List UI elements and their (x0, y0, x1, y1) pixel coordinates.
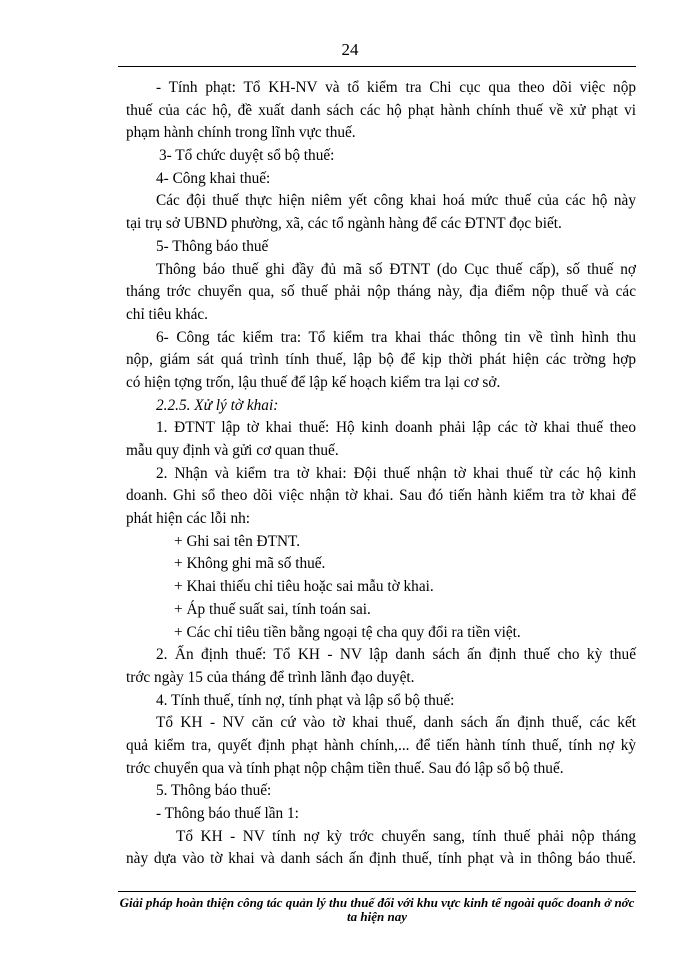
list-item: + Ghi sai tên ĐTNT. (174, 532, 301, 550)
subsection-heading: 2.2.5. Xử lý tờ khai: (156, 396, 279, 414)
paragraph-line: phạm hành chính trong lĩnh vực thuế. (126, 124, 356, 142)
paragraph-line: Tổ KH - NV tính nợ kỳ trớc chuyển sang, tính thuế phải nộp tháng (176, 827, 636, 845)
paragraph-line: thuế của các hộ, đề xuất danh sách các hộ phạt hành chính thuế về xử phạt vi (126, 101, 636, 119)
paragraph-line: nộp, giám sát quá trình tính thuế, lập bộ để kịp thời phát hiện các trờng hợp (126, 351, 636, 369)
footer-rule (118, 891, 636, 892)
page-number: 24 (341, 40, 359, 59)
section-heading: 5- Thông báo thuế (156, 237, 269, 255)
paragraph-line: doanh. Ghi sổ theo dõi việc nhận tờ khai. Sau đó tiến hành kiểm tra tờ khai để (126, 487, 636, 505)
paragraph-line: - Tính phạt: Tổ KH-NV và tổ kiểm tra Chi cục qua theo dõi việc nộp (156, 79, 636, 96)
header-rule (118, 66, 636, 67)
section-heading: 3- Tổ chức duyệt sổ bộ thuế: (159, 147, 335, 165)
paragraph-line: tháng trớc chuyển qua, số thuế phải nộp tháng này, địa điểm nộp thuế và các (126, 283, 636, 301)
list-item: + Các chỉ tiêu tiền bằng ngoại tệ cha quy đổi ra tiền việt. (174, 623, 521, 641)
paragraph-line: này dựa vào tờ khai và danh sách ấn định thuế, tính phạt và in thông báo thuế. (126, 850, 636, 868)
section-heading: 4. Tính thuế, tính nợ, tính phạt và lập sổ bộ thuế: (156, 691, 455, 709)
paragraph-line: tại trụ sở UBND phường, xã, các tổ ngành hàng để các ĐTNT đọc biết. (126, 215, 562, 233)
footer-text: Giải pháp hoàn thiện công tác quản lý thu thuế đối với khu vực kinh tế ngoài quốc doanh ở nớc ta hiện nay (119, 896, 635, 924)
list-item: + Áp thuế suất sai, tính toán sai. (174, 600, 371, 618)
paragraph-line: phát hiện các lỗi nh: (126, 510, 251, 528)
paragraph-line: 2. Nhận và kiểm tra tờ khai: Đội thuế nhận tờ khai thuế từ các hộ kinh (156, 464, 636, 482)
section-heading: 5. Thông báo thuế: (156, 782, 272, 800)
paragraph-line: Thông báo thuế ghi đầy đủ mã số ĐTNT (do Cục thuế cấp), số thuế nợ (156, 260, 636, 278)
paragraph-line: - Thông báo thuế lần 1: (156, 805, 299, 822)
paragraph-line: 2. Ấn định thuế: Tổ KH - NV lập danh sách ấn định thuế cho kỳ thuế (156, 646, 636, 664)
paragraph-line: 6- Công tác kiểm tra: Tổ kiểm tra khai thác thông tin về tình hình thu (156, 328, 636, 346)
paragraph-line: quả kiểm tra, quyết định phạt hành chính,... để tiến hành tính thuế, tính nợ kỳ (126, 736, 636, 754)
section-heading: 4- Công khai thuế: (156, 169, 271, 187)
body-text (126, 77, 636, 871)
paragraph-line: Tổ KH - NV căn cứ vào tờ khai thuế, danh sách ấn định thuế, các kết (156, 714, 636, 732)
list-item: + Không ghi mã số thuế. (174, 555, 326, 573)
paragraph-line: có hiện tợng trốn, lậu thuế để lập kế hoạch kiểm tra lại cơ sở. (126, 373, 501, 391)
paragraph-line: chỉ tiêu khác. (126, 305, 208, 323)
paragraph-line: trớc chuyển qua và tính phạt nộp chậm tiền thuế. Sau đó lập sổ bộ thuế. (126, 759, 564, 777)
list-item: + Khai thiếu chỉ tiêu hoặc sai mẫu tờ khai. (174, 578, 434, 596)
paragraph-line: Các đội thuế thực hiện niêm yết công khai hoá mức thuế của các hộ này (156, 192, 636, 210)
paragraph-line: 1. ĐTNT lập tờ khai thuế: Hộ kinh doanh phải lập các tờ khai thuế theo (156, 419, 636, 437)
paragraph-line: trớc ngày 15 của tháng để trình lãnh đạo duyệt. (126, 668, 415, 686)
paragraph-line: mẫu quy định và gửi cơ quan thuế. (126, 442, 339, 459)
